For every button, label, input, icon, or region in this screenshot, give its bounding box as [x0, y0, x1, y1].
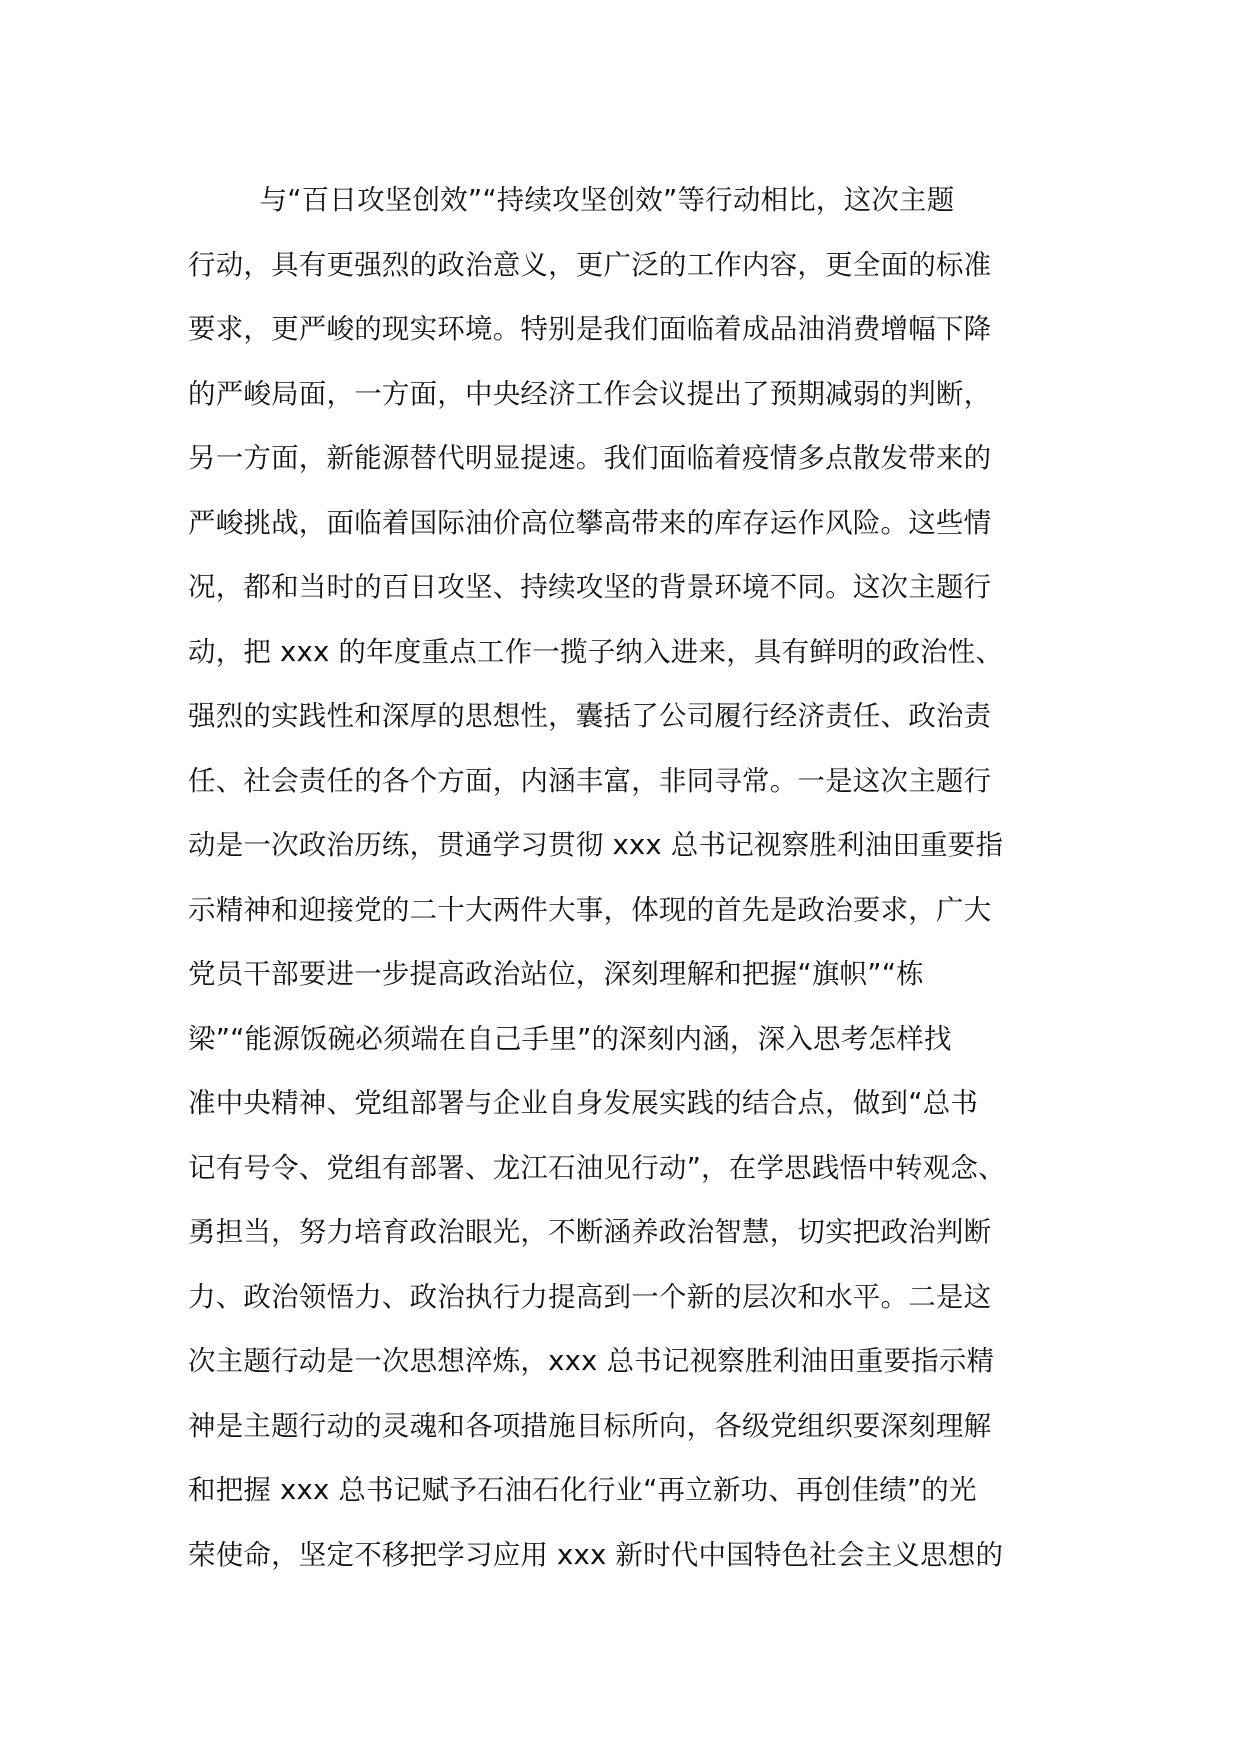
text-line: 力、政治领悟力、政治执行力提高到一个新的层次和水平。二是这: [188, 1280, 992, 1313]
text-line: 神是主题行动的灵魂和各项措施目标所向，各级党组织要深刻理解: [188, 1409, 992, 1442]
text-line: 任、社会责任的各个方面，内涵丰富，非同寻常。一是这次主题行: [188, 764, 992, 797]
text-line: 次主题行动是一次思想淬炼，xxx 总书记视察胜利油田重要指示精: [188, 1345, 995, 1377]
body-paragraph: [188, 168, 1088, 1587]
text-line: 与“百日攻坚创效”“持续攻坚创效”等行动相比，这次主题: [188, 184, 955, 216]
text-line: 勇担当，努力培育政治眼光，不断涵养政治智慧，切实把政治判断: [188, 1216, 992, 1248]
text-line: 强烈的实践性和深厚的思想性，囊括了公司履行经济责任、政治责: [188, 700, 992, 732]
text-line: 示精神和迎接党的二十大两件大事，体现的首先是政治要求，广大: [188, 893, 992, 926]
text-line: 准中央精神、党组部署与企业自身发展实践的结合点，做到“总书: [188, 1087, 979, 1119]
text-line: 动是一次政治历练，贯通学习贯彻 xxx 总书记视察胜利油田重要指: [188, 829, 1004, 861]
text-line: 另一方面，新能源替代明显提速。我们面临着疫情多点散发带来的: [188, 442, 992, 474]
text-line: 党员干部要进一步提高政治站位，深刻理解和把握“旗帜”“栋: [188, 958, 924, 990]
text-line: 况，都和当时的百日攻坚、持续攻坚的背景环境不同。这次主题行: [188, 571, 992, 603]
text-line: 要求，更严峻的现实环境。特别是我们面临着成品油消费增幅下降: [188, 313, 992, 345]
text-line: 和把握 xxx 总书记赋予石油石化行业“再立新功、再创佳绩”的光: [188, 1474, 977, 1506]
text-line: 梁”“能源饭碗必须端在自己手里”的深刻内涵，深入思考怎样找: [188, 1022, 952, 1055]
text-line: 记有号令、党组有部署、龙江石油见行动”，在学思践悟中转观念、: [188, 1151, 1006, 1184]
text-line: 的严峻局面，一方面，中央经济工作会议提出了预期减弱的判断，: [188, 377, 992, 410]
text-line: 严峻挑战，面临着国际油价高位攀高带来的库存运作风险。这些情: [188, 506, 992, 539]
text-line: 荣使命，坚定不移把学习应用 xxx 新时代中国特色社会主义思想的: [188, 1538, 1004, 1571]
text-line: 行动，具有更强烈的政治意义，更广泛的工作内容，更全面的标准: [188, 248, 992, 281]
text-line: 动，把 xxx 的年度重点工作一揽子纳入进来，具有鲜明的政治性、: [188, 635, 1004, 668]
